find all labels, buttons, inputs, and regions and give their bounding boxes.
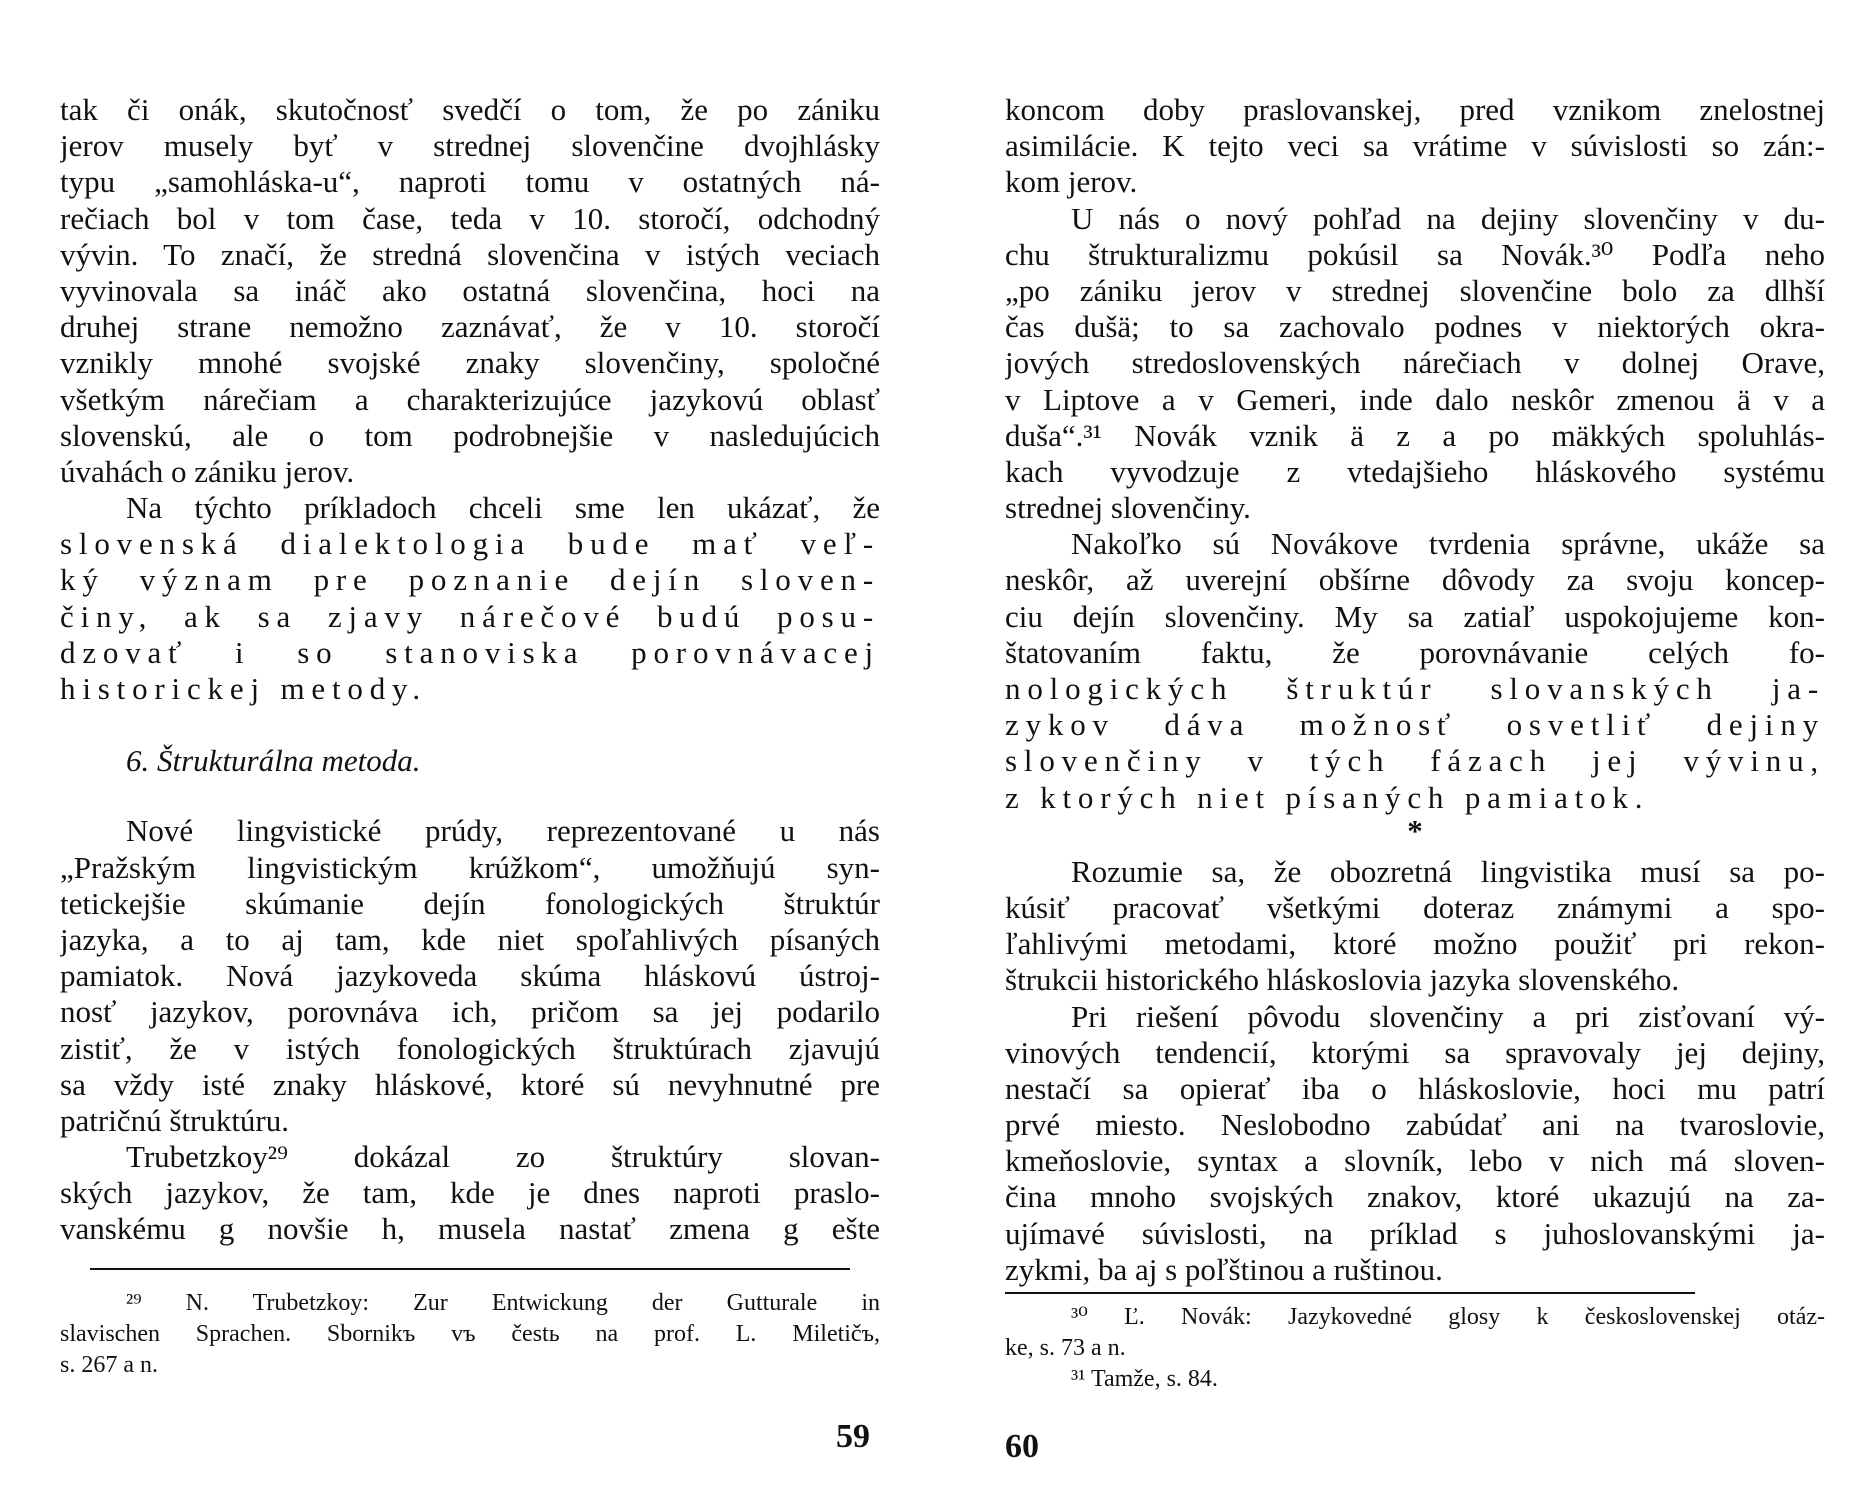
text-line: patričnú štruktúru. (60, 1102, 290, 1138)
text-line: ských jazykov, že tam, kde je dnes naproti praslo- (60, 1175, 880, 1211)
spaced-text-line: slovenčiny v tých fázach jej vývinu, (1005, 743, 1825, 779)
text-line: jových stredoslovenských nárečiach v dolnej Orave, (1005, 345, 1825, 381)
text-line: Trubetzkoy²⁹ dokázal zo štruktúry slovan- (126, 1139, 880, 1175)
text-line: „po zániku jerov v strednej slovenčine bolo za dlhší (1005, 272, 1825, 308)
spaced-text-line: činy, ak sa zjavy nárečové budú posu- (60, 598, 880, 634)
text-line: neskôr, až uverejní obšírne dôvody za svoju koncep- (1005, 562, 1825, 598)
text-line: vanskému g novšie h, musela nastať zmena g ešte (60, 1211, 880, 1247)
spaced-text-line: slovenská dialektologia bude mať veľ- (60, 526, 880, 562)
footnote-rule (1005, 1292, 1695, 1294)
spaced-text-line: historickej metody. (60, 671, 427, 706)
paragraph-gap (1005, 846, 1825, 854)
text-line: Pri riešení pôvodu slovenčiny a pri zisťovaní vý- (1071, 998, 1825, 1034)
text-line: kach vyvodzuje z vtedajšieho hláskového systému (1005, 453, 1825, 489)
text-line: čas dušä; to sa zachovalo podnes v niektorých okra- (1005, 309, 1825, 345)
spaced-text-line: nologických štruktúr slovanských ja- (1005, 671, 1825, 706)
spaced-text-line: ký význam pre poznanie dejín sloven- (60, 562, 880, 598)
spaced-text-line: zykov dáva možnosť osvetliť dejiny (1005, 707, 1825, 743)
page-number: 60 (1005, 1428, 1039, 1465)
text-line: štrukcii historického hláskoslovia jazyka slovenského. (1005, 962, 1680, 998)
text-line: duša“.³¹ Novák vznik ä z a po mäkkých spoluhlás- (1005, 417, 1825, 453)
text-line: úvahách o zániku jerov. (60, 453, 355, 489)
text-line: koncom doby praslovanskej, pred vznikom znelostnej (1005, 92, 1825, 127)
text-line: „Pražským lingvistickým krúžkom“, umožňujú syn- (60, 849, 880, 885)
text-line: U nás o nový pohľad na dejiny slovenčiny v du- (1071, 200, 1825, 236)
text-line: ciu dejín slovenčiny. My sa zatiaľ uspokojujeme kon- (1005, 598, 1825, 634)
text-line: kom jerov. (1005, 164, 1138, 200)
footnote-line: ³¹ Tamže, s. 84. (1071, 1366, 1218, 1392)
text-line: asimilácie. K tejto veci sa vrátime v súvislosti so zán:- (1005, 128, 1825, 164)
text-line: nosť jazykov, porovnáva ich, pričom sa jej podarilo (60, 994, 880, 1030)
page-number: 59 (836, 1418, 870, 1455)
text-line: ujímavé súvislosti, na príklad s juhoslovanskými ja- (1005, 1215, 1825, 1251)
right-page-text (1005, 92, 1825, 1288)
text-line: Rozumie sa, že obozretná lingvistika musí sa po- (1071, 853, 1825, 889)
text-line: tetickejšie skúmanie dejín fonologických štruktúr (60, 885, 880, 921)
text-line: prvé miesto. Neslobodno zabúdať ani na tvaroslovie, (1005, 1107, 1825, 1143)
text-line: strednej slovenčiny. (1005, 490, 1251, 526)
text-line: vyvinovala sa ináč ako ostatná slovenčina, hoci na (60, 272, 880, 308)
text-line: vznikly mnohé svojské znaky slovenčiny, spoločné (60, 345, 880, 381)
text-line: zykmi, ba aj s poľštinou a ruštinou. (1005, 1251, 1443, 1287)
text-line: jazyka, a to aj tam, kde niet spoľahlivých písaných (60, 921, 880, 957)
text-line: vinových tendencií, ktorými sa spravovaly jej dejiny, (1005, 1034, 1825, 1070)
footnote-line: s. 267 a n. (60, 1352, 158, 1378)
text-line: ľahlivými metodami, ktoré možno použiť pri rekon- (1005, 926, 1825, 962)
text-line: štatovaním faktu, že porovnávanie celých fo- (1005, 634, 1825, 670)
text-line: sa vždy isté znaky hláskové, ktoré sú nevyhnutné pre (60, 1066, 880, 1102)
text-line: všetkým nárečiam a charakterizujúce jazykovú oblasť (60, 381, 880, 417)
text-line: kúsiť pracovať všetkými doteraz známymi a spo- (1005, 889, 1825, 925)
section-heading: 6. Štrukturálna metoda. (126, 743, 421, 779)
left-page (60, 0, 880, 1500)
right-page (1005, 0, 1825, 1500)
text-line: typu „samohláska-u“, naproti tomu v ostatných ná- (60, 164, 880, 200)
text-line: Nové lingvistické prúdy, reprezentované u nás (126, 813, 880, 849)
text-line: chu štrukturalizmu pokúsil sa Novák.³⁰ Podľa neho (1005, 236, 1825, 272)
paragraph-gap (60, 779, 880, 813)
text-line: slovenskú, ale o tom podrobnejšie v nasledujúcich (60, 417, 880, 453)
spaced-text-line: dzovať i so stanoviska porovnávacej (60, 634, 880, 670)
text-line: vývin. To značí, že stredná slovenčina v istých veciach (60, 236, 880, 272)
text-line: v Liptove a v Gemeri, inde dalo neskôr zmenou ä v a (1005, 381, 1825, 417)
footnote-rule (90, 1268, 850, 1270)
spaced-text-line: z ktorých niet písaných pamiatok. (1005, 779, 1650, 815)
right-footnotes (1005, 1302, 1825, 1395)
footnote-line: ³⁰ Ľ. Novák: Jazykovedné glosy k československej otáz- (1071, 1304, 1825, 1330)
text-line: rečiach bol v tom čase, teda v 10. storočí, odchodný (60, 200, 880, 236)
paragraph-gap (60, 707, 880, 743)
text-line: Nakoľko sú Novákove tvrdenia správne, ukáže sa (1071, 526, 1825, 562)
text-line: druhej strane nemožno zaznávať, že v 10. storočí (60, 309, 880, 345)
text-line: jerov musely byť v strednej slovenčine dvojhlásky (60, 128, 880, 164)
text-line: tak či onák, skutočnosť svedčí o tom, že po zániku (60, 92, 880, 127)
footnote-line: ke, s. 73 a n. (1005, 1335, 1126, 1361)
text-line: kmeňoslovie, syntax a slovník, lebo v nich má sloven- (1005, 1143, 1825, 1179)
section-separator: * (1407, 815, 1423, 846)
left-footnotes (60, 1288, 880, 1381)
text-line: Na týchto príkladoch chceli sme len ukázať, že (126, 490, 880, 526)
text-line: zistiť, že v istých fonologických štruktúrach zjavujú (60, 1030, 880, 1066)
footnote-line: ²⁹ N. Trubetzkoy: Zur Entwickung der Gutturale in (126, 1290, 880, 1316)
text-line: čina mnoho svojských znakov, ktoré ukazujú na za- (1005, 1179, 1825, 1215)
text-line: pamiatok. Nová jazykoveda skúma hláskovú ústroj- (60, 958, 880, 994)
left-page-text (60, 92, 880, 1248)
footnote-line: slavischen Sprachen. Sbornikъ vъ čestь na prof. L. Miletičъ, (60, 1321, 880, 1347)
text-line: nestačí sa opierať iba o hláskoslovie, hoci mu patrí (1005, 1070, 1825, 1106)
